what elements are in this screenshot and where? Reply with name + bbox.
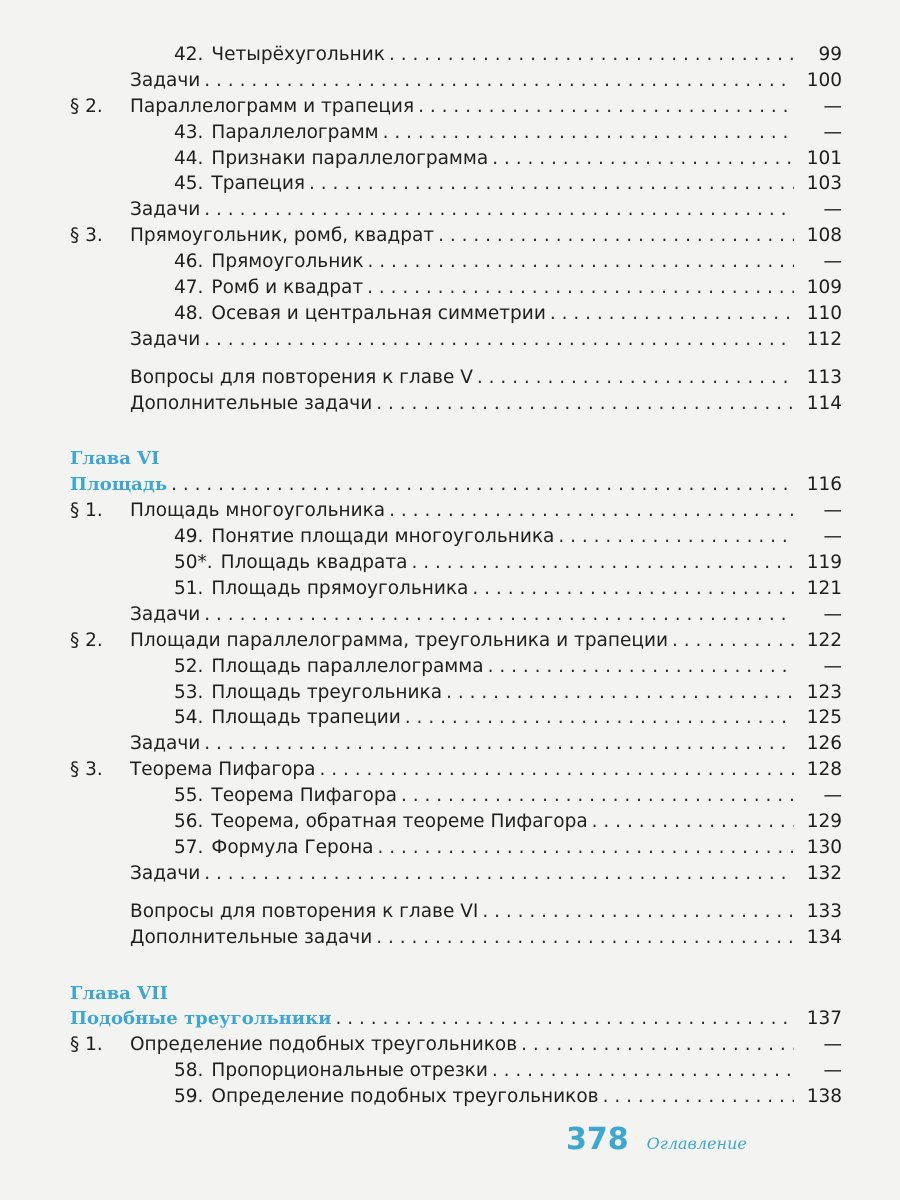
leader-dots [204,731,794,757]
leader-dots [204,68,794,94]
toc-part-chapter5 [70,42,842,353]
entry-title: Трапеция [211,173,306,195]
entry-title: Теорема Пифагора [130,759,316,781]
leader-dots [446,680,794,706]
entry-title: Задачи [130,862,201,884]
toc-part-chapter7 [70,1032,842,1110]
entry-title: Признаки параллелограмма [211,147,489,169]
page-number: 103 [806,173,842,195]
toc-row[interactable] [70,576,842,602]
page-number: 130 [806,836,842,858]
item-number: 49. [174,526,204,548]
section-number: § 2. [70,629,103,651]
page-number: 122 [806,629,842,651]
page-number: 138 [806,1086,842,1108]
toc-part-chapter6 [70,498,842,886]
page-number: — [823,251,842,273]
entry-title: Дополнительные задачи [130,926,373,948]
leader-dots [204,197,794,223]
entry-title: Осевая и центральная симметрии [211,302,546,324]
page-number: 134 [806,926,842,948]
toc-row[interactable] [70,680,842,706]
item-number: 45. [174,173,204,195]
leader-dots [482,899,794,925]
toc-row[interactable] [70,524,842,550]
toc-review-row[interactable] [70,899,842,925]
chapter-6-title-row[interactable] [70,472,842,498]
entry-title: Вопросы для повторения к главе VI [130,900,479,922]
chapter-7-title-row[interactable] [70,1007,842,1033]
toc-row[interactable] [70,120,842,146]
entry-title: Вопросы для повторения к главе V [130,366,473,388]
section-number: § 3. [70,225,103,247]
item-number: 56. [174,811,204,833]
entry-title: Определение подобных треугольников [211,1086,599,1108]
section-number: § 1. [70,1034,103,1056]
entry-title: Задачи [130,328,201,350]
entry-title: Параллелограмм [211,121,379,143]
leader-dots [367,275,794,301]
entry-title: Площадь трапеции [211,707,401,729]
entry-title: Параллелограмм и трапеция [130,95,415,117]
page-number: 114 [806,392,842,414]
toc-row[interactable] [70,1084,842,1110]
toc-row[interactable] [70,68,842,94]
leader-dots [376,925,794,951]
chapter-6-title: Площадь [70,474,168,496]
item-number: 48. [174,302,204,324]
leader-dots [603,1084,794,1110]
toc-row[interactable] [70,550,842,576]
page-number: 99 [818,43,842,65]
entry-title: Задачи [130,603,201,625]
toc-row[interactable] [70,94,842,120]
entry-title: Площадь треугольника [211,681,443,703]
entry-title: Дополнительные задачи [130,392,373,414]
page-number: 129 [806,811,842,833]
chapter-6-heading: Глава VI [70,448,160,470]
item-number: 58. [174,1060,204,1082]
toc-row[interactable] [70,705,842,731]
item-number: 43. [174,121,204,143]
spacer [70,353,842,365]
page-number: 128 [806,759,842,781]
page-number: — [823,655,842,677]
leader-dots [376,391,794,417]
toc-row[interactable] [70,42,842,68]
entry-title: Определение подобных треугольников [130,1034,518,1056]
entry-title: Задачи [130,69,201,91]
leader-dots [389,498,794,524]
entry-title: Задачи [130,199,201,221]
leader-dots [411,550,794,576]
leader-dots [492,146,794,172]
toc-review-row[interactable] [70,365,842,391]
item-number: 50*. [174,552,213,574]
leader-dots [477,365,794,391]
page-number: 125 [806,707,842,729]
leader-dots [335,1006,794,1032]
toc-row[interactable] [70,498,842,524]
leader-dots [418,94,794,120]
toc-review-chapter5 [70,365,842,417]
toc-row[interactable] [70,327,842,353]
leader-dots [558,524,794,550]
leader-dots [320,757,794,783]
entry-title: Задачи [130,733,201,755]
footer-page-number: 378 [566,1122,629,1157]
page-number: — [823,1034,842,1056]
page-number: 119 [806,552,842,574]
toc-review-row[interactable] [70,925,842,951]
toc-row[interactable] [70,835,842,861]
entry-title: Площадь прямоугольника [211,578,469,600]
item-number: 51. [174,578,204,600]
page-number: 101 [806,147,842,169]
page-number: 116 [806,474,842,496]
footer-section-title: Оглавление [646,1134,747,1153]
leader-dots [521,1032,794,1058]
spacer [70,887,842,899]
toc-row[interactable] [70,223,842,249]
chapter-7-title: Подобные треугольники [70,1008,332,1030]
page-number: 126 [806,733,842,755]
entry-title: Формула Герона [211,836,374,858]
leader-dots [204,602,794,628]
item-number: 53. [174,681,204,703]
leader-dots [389,42,794,68]
toc-row[interactable] [70,602,842,628]
page-number: — [823,500,842,522]
item-number: 47. [174,277,204,298]
toc-row[interactable] [70,171,842,197]
page-number: 110 [806,302,842,324]
entry-title: Четырёхугольник [211,43,385,65]
page-number: 113 [806,366,842,388]
toc-row[interactable] [70,757,842,783]
leader-dots [383,120,794,146]
page-number: — [823,121,842,143]
toc-review-chapter6 [70,899,842,951]
item-number: 59. [174,1086,204,1108]
leader-dots [309,171,794,197]
spacer [70,951,842,981]
section-number: § 3. [70,759,103,781]
item-number: 44. [174,147,204,169]
toc-row[interactable] [70,275,842,301]
item-number: 54. [174,707,204,729]
leader-dots [488,654,794,680]
section-number: § 2. [70,95,103,117]
item-number: 42. [174,43,204,65]
entry-title: Понятие площади многоугольника [211,526,555,548]
page-number: 123 [806,681,842,703]
toc-review-row[interactable] [70,391,842,417]
item-number: 46. [174,251,204,273]
item-number: 52. [174,655,204,677]
section-number: § 1. [70,500,103,522]
toc-row[interactable] [70,861,842,887]
page-number: 133 [806,900,842,922]
entry-title: Прямоугольник, ромб, квадрат [130,225,435,247]
entry-title: Теорема, обратная теореме Пифагора [211,811,588,833]
leader-dots [171,472,794,498]
toc-row[interactable] [70,628,842,654]
entry-title: Площадь многоугольника [130,500,386,522]
page-number: — [823,526,842,548]
leader-dots [378,835,794,861]
page-number: 112 [806,328,842,350]
page-number: — [823,199,842,221]
entry-title: Площадь параллелограмма [211,655,484,677]
item-number: 57. [174,836,204,858]
page-number: 137 [806,1008,842,1030]
toc-row[interactable] [70,1058,842,1084]
leader-dots [438,223,794,249]
page-number: 121 [806,578,842,600]
toc-row[interactable] [70,654,842,680]
entry-title: Прямоугольник [211,251,364,273]
entry-title: Теорема Пифагора [211,785,397,807]
page-footer [566,1122,747,1157]
leader-dots [472,576,794,602]
table-of-contents [70,42,842,1110]
toc-row[interactable] [70,809,842,835]
toc-row[interactable] [70,249,842,275]
leader-dots [592,809,794,835]
toc-row[interactable] [70,1032,842,1058]
leader-dots [405,705,794,731]
leader-dots [550,301,794,327]
page-number: — [823,785,842,807]
toc-row[interactable] [70,146,842,172]
page-number: 132 [806,862,842,884]
page-number: — [823,1060,842,1082]
toc-row[interactable] [70,783,842,809]
chapter-7-heading: Глава VII [70,982,169,1004]
page-number: — [823,603,842,625]
page-number: 100 [806,69,842,91]
page-number: 109 [806,277,842,298]
toc-row[interactable] [70,731,842,757]
leader-dots [492,1058,794,1084]
page-number: 108 [806,225,842,247]
entry-title: Ромб и квадрат [211,277,364,298]
toc-row[interactable] [70,301,842,327]
spacer [70,416,842,446]
entry-title: Площади параллелограмма, треугольника и трапеции [130,629,669,651]
entry-title: Пропорциональные отрезки [211,1060,488,1082]
leader-dots [672,628,794,654]
item-number: 55. [174,785,204,807]
page-number: — [823,95,842,117]
leader-dots [368,249,795,275]
leader-dots [401,783,794,809]
leader-dots [204,861,794,887]
toc-row[interactable] [70,197,842,223]
leader-dots [204,327,794,353]
entry-title: Площадь квадрата [220,552,408,574]
